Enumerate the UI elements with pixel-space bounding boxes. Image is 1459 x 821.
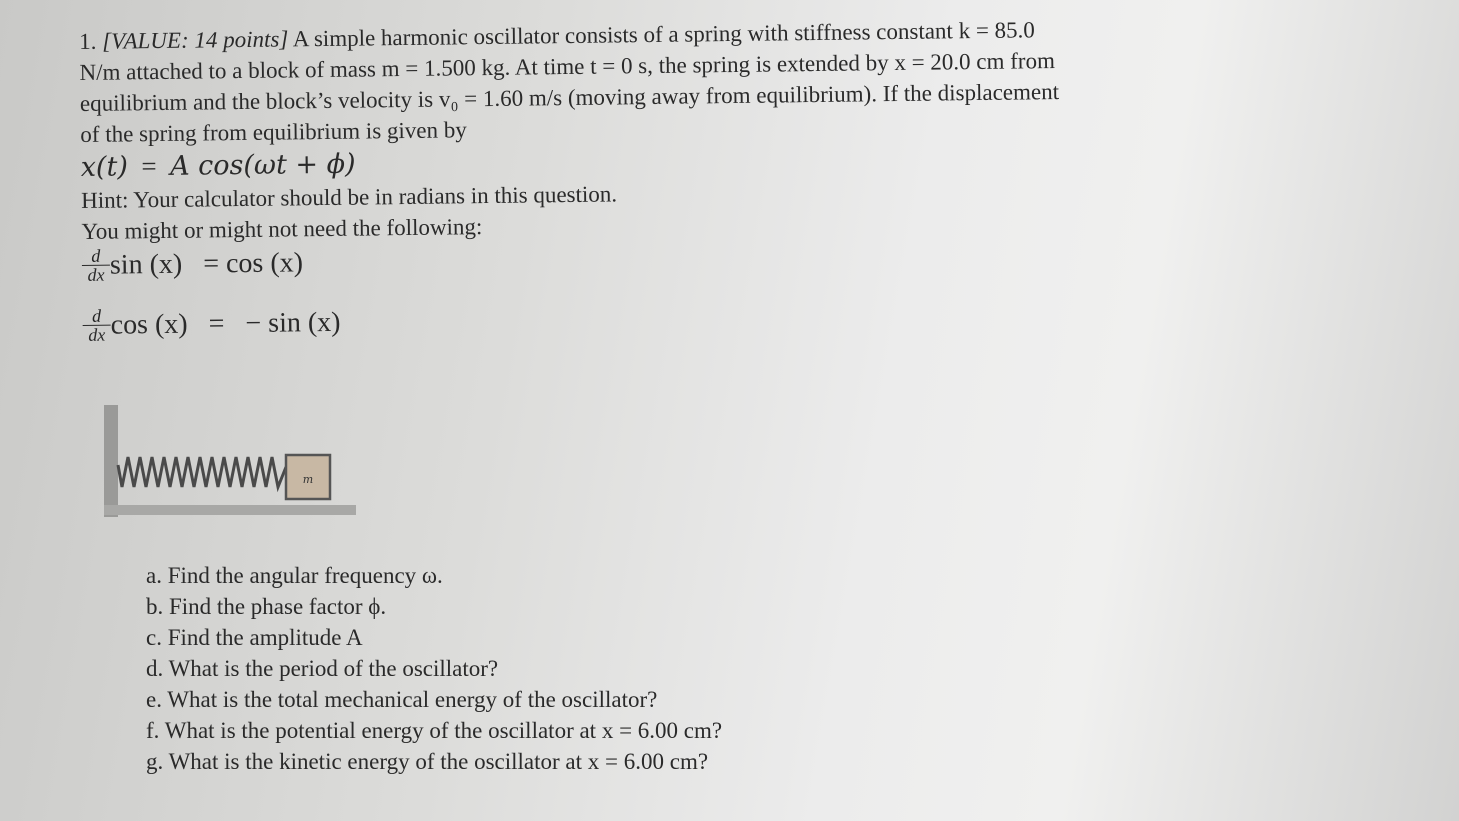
spring-mass-figure	[100, 405, 360, 525]
question-a: a. Find the angular frequency ω.	[146, 563, 443, 588]
problem-number: 1.	[79, 28, 97, 54]
floor	[104, 505, 356, 515]
hint-text: Hint: Your calculator should be in radians in this question.	[80, 181, 618, 213]
formula-equals: =	[141, 151, 157, 182]
formula-rhs: A cos(ωt + ϕ)	[169, 148, 356, 182]
derivative-cos-expression: cos (x) = − sin (x)	[110, 306, 341, 341]
derivative-numerator: d	[82, 247, 110, 266]
derivative-operator	[82, 247, 110, 284]
problem-text-line-2: N/m attached to a block of mass m = 1.500 kg. At time t = 0 s, the spring is extended by x = 20.0 cm from	[79, 48, 1056, 85]
might-need-text: You might or might not need the following:	[81, 214, 483, 244]
derivative-sin-expression: sin (x) = cos (x)	[109, 247, 304, 281]
problem-tag: [VALUE: 14 points]	[102, 26, 289, 54]
derivative-operator	[82, 307, 110, 344]
derivative-numerator: d	[82, 307, 110, 326]
spring-mass-diagram	[100, 405, 360, 525]
question-g: g. What is the kinetic energy of the oscillator at x = 6.00 cm?	[146, 749, 709, 774]
question-d: d. What is the period of the oscillator?	[146, 656, 499, 681]
spring	[118, 457, 286, 487]
problem-text-line-4: of the spring from equilibrium is given by	[80, 117, 467, 147]
question-list	[146, 560, 946, 777]
mass-label: m	[302, 473, 314, 486]
question-e: e. What is the total mechanical energy of the oscillator?	[146, 687, 658, 712]
problem-statement	[79, 12, 1263, 367]
problem-text-line-3: equilibrium and the block’s velocity is v₀ = 1.60 m/s (moving away from equilibrium). If the displacement	[79, 79, 1060, 116]
derivative-denominator: dx	[88, 324, 106, 345]
question-f: f. What is the potential energy of the oscillator at x = 6.00 cm?	[146, 718, 723, 743]
derivative-denominator: dx	[87, 264, 105, 285]
problem-text-line-1: A simple harmonic oscillator consists of a spring with stiffness constant k = 85.0	[292, 17, 1035, 52]
question-b: b. Find the phase factor ϕ.	[146, 594, 387, 619]
question-c: c. Find the amplitude A	[146, 625, 363, 650]
formula-lhs: x(t)	[80, 151, 129, 183]
wall	[104, 405, 118, 517]
